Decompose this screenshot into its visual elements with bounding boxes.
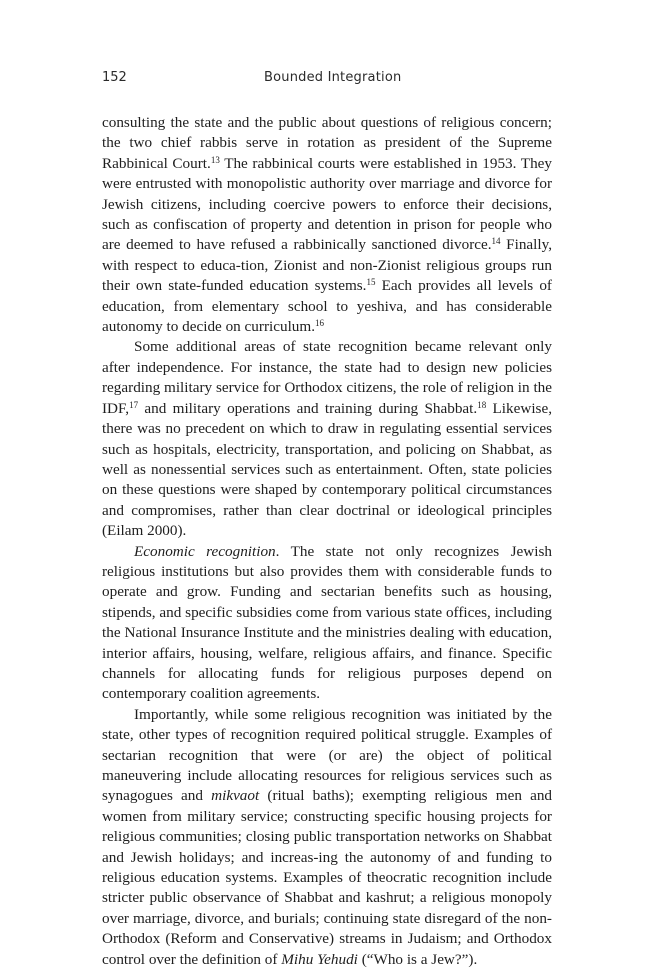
italic-text: Economic recognition	[134, 542, 276, 560]
italic-text: Mihu Yehudi	[281, 950, 358, 968]
italic-text: mikvaot	[211, 787, 260, 805]
footnote-marker: 15	[366, 277, 376, 288]
paragraph	[102, 542, 552, 705]
text-run: Importantly, while some religious recognition was initiated by the state, other types of recognition required political struggle. Examples of sectarian recognition that were (or are) the object of political maneuvering include allocating resources for religious services such as synagogues and	[102, 705, 552, 805]
text-run: Each provides all levels of education, from elementary school to yeshiva, and has considerable autonomy to decide on curriculum.	[102, 277, 552, 336]
paragraph	[102, 337, 552, 541]
text-run: . The state not only recognizes Jewish religious institutions but also provides them with considerable funds to operate and grow. Funding and sectarian benefits such as housing, stipends, and specific subsidies come from various state offices, including the National Insurance Institute and the ministries dealing with education, interior affairs, housing, welfare, religious affairs, and finance. Specific channels for allocating funds for religious purposes depend on contemporary coalition agreements.	[102, 542, 552, 703]
paragraph	[102, 705, 552, 970]
running-header	[0, 70, 650, 90]
text-run: and military operations and training during Shabbat.	[138, 399, 478, 417]
text-run: Likewise, there was no precedent on which to draw in regulating essential services such as hospitals, electricity, transportation, and policing on Shabbat, as well as nonessential services such as entertainment. Often, state policies on these questions were shaped by contemporary political circumstances and compromises, rather than clear doctrinal or ideological principles (Eilam 2000).	[102, 399, 553, 540]
paragraph	[102, 113, 552, 337]
footnote-marker: 14	[491, 236, 501, 247]
footnote-marker: 17	[129, 399, 139, 410]
running-title: Bounded Integration	[264, 70, 402, 85]
footnote-marker: 13	[210, 154, 220, 165]
footnote-marker: 16	[315, 318, 324, 329]
text-run: The rabbinical courts were established in 1953. They were entrusted with monopolistic authority over marriage and divorce for Jewish citizens, including coercive powers to enforce their decisions, such as confiscation of property and detention in prison for people who are deemed to have refused a rabbinically sanctioned divorce.	[102, 154, 552, 254]
text-run: (“Who is a Jew?”).	[357, 950, 478, 968]
text-run: consulting the state and the public about questions of religious concern; the two chief rabbis serve in rotation as president of the Supreme Rabbinical Court.	[102, 114, 552, 172]
text-run: (ritual baths); exempting religious men and women from military service; constructing specific housing projects for religious communities; closing public transportation networks on Shabbat and Jewish holidays; and increas-ing the autonomy of and funding to religious education systems. Examples of theocratic recognition include stricter public observance of Shabbat and kashrut; a religious monopoly over marriage, divorce, and burials; continuing state disregard of the non-Orthodox (Reform and Conservative) streams in Judaism; and Orthodox control over the definition of	[102, 787, 553, 968]
text-run: Finally, with respect to educa-tion, Zionist and non-Zionist religious groups run their own state-funded education systems.	[102, 236, 553, 295]
text-run: Some additional areas of state recognition became relevant only after independence. For instance, the state had to design new policies regarding military service for Orthodox citizens, the role of religion in the IDF,	[102, 338, 552, 417]
body-text	[102, 113, 552, 970]
page-number: 152	[102, 70, 127, 85]
footnote-marker: 18	[477, 399, 487, 410]
